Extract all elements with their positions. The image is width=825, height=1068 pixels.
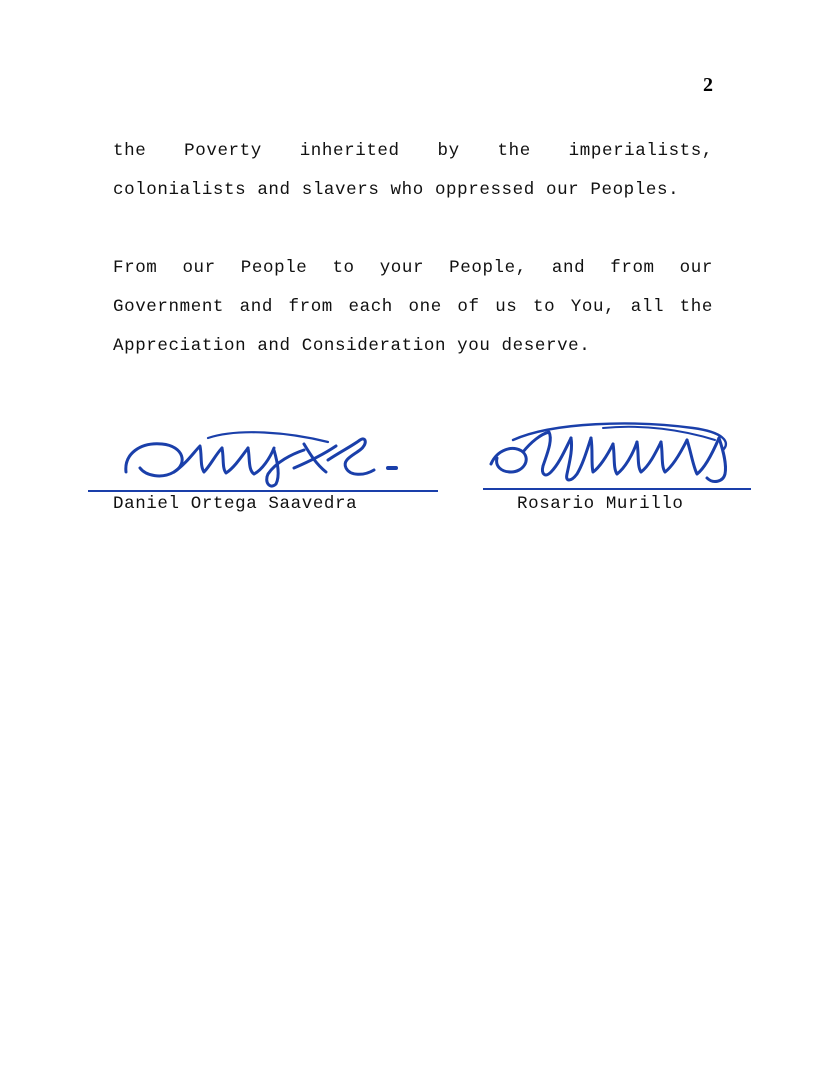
signature-daniel-ortega — [88, 420, 438, 514]
signatory-name: Rosario Murillo — [517, 494, 684, 514]
paragraph-1: the Poverty inherited by the imperialists, colonialists and slavers who oppressed our Peoples. — [113, 141, 713, 200]
signatory-name: Daniel Ortega Saavedra — [113, 494, 358, 514]
signature-rule — [483, 488, 751, 490]
signature-block — [88, 420, 768, 540]
handwritten-signature-icon — [483, 420, 768, 492]
signature-rule — [88, 490, 438, 492]
signature-rosario-murillo — [483, 420, 768, 514]
paragraph-2: From our People to your People, and from our Government and from each one of us to You, all the Appreciation and Consideration you deserve. — [113, 258, 713, 356]
document-body — [113, 132, 713, 366]
page-number: 2 — [703, 74, 713, 96]
handwritten-signature-icon — [88, 420, 438, 492]
